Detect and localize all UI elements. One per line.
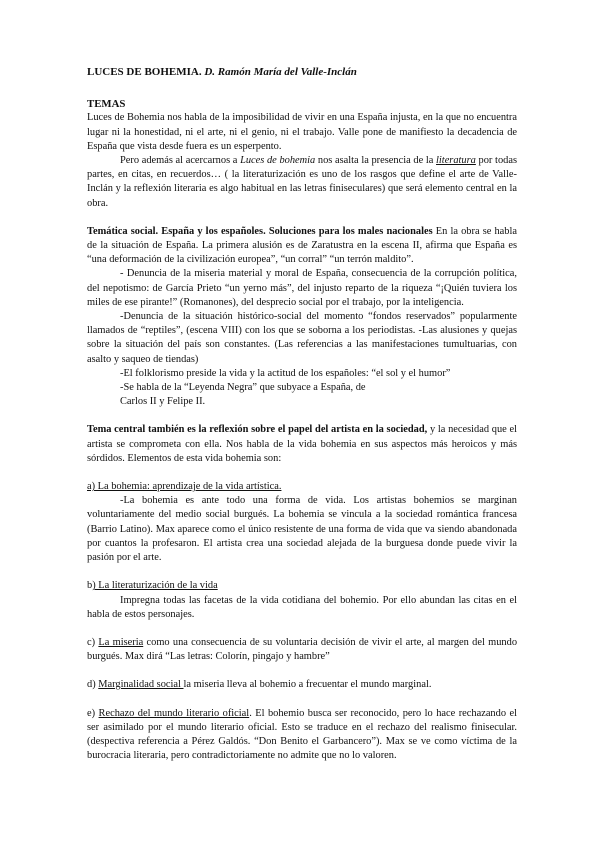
item-c-label: La miseria [98,636,144,648]
temas-paragraph-1: Luces de Bohemia nos habla de la imposibilidad de vivir en una España injusta, en la que no encuentra lugar ni la honestidad, ni el arte, ni el genio, ni el trabajo. Valle pone de manifiesto la decadencia de España que vista desde fuera es un esperpento. [87,112,517,152]
temas-paragraph-2: Pero además al acercarnos a Luces de bohemia nos asalta la presencia de la literatura por todas partes, en citas, en recuerdos… ( la literaturización es uno de los rasgos que define el arte de Valle-Inclán y la reflexión literaria es algo habitual en las letras finiseculares) que será elemento central en la obra. [87,155,517,209]
social-bullet-2: -Denuncia de la situación histórico-social del momento “fondos reservados” popularmente llamados de “reptiles”, (escena VIII) con los que se soborna a los periodistas. -Las alusiones y quejas sobre la situación del país son constantes. (Las referencias a las manifestaciones tumultuarias, con asalto y saqueo de tiendas) [87,311,517,365]
item-a-label: a) La bohemia: aprendizaje de la vida artística. [87,481,282,493]
temas-heading: TEMAS [87,98,126,111]
spacer [87,466,517,480]
item-b-label: b) La literaturización de la vida [87,580,218,592]
document-title [87,65,517,79]
spacer [87,409,517,423]
spacer [87,622,517,636]
item-e: e) Rechazo del mundo literario oficial. El bohemio busca ser reconocido, pero lo hace rechazando el ser asimilado por el mundo literario oficial. Esto se traduce en el rechazo del realismo finisecular. (despectiva referencia a Pérez Galdós. “Don Benito el Garbancero”). Max se ve como víctima de la burocracia literaria, pero contradictoriamente no admite que no lo valoren. [87,707,517,762]
item-c: c) La miseria como una consecuencia de su voluntaria decisión de vivir el arte, al margen del mundo burgués. Max dirá “Las letras: Colorín, pingajo y hambre” [87,636,518,663]
spacer [87,565,517,579]
spacer [87,664,517,678]
item-b-text: Impregna todas las facetas de la vida cotidiana del bohemio. Por ello abundan las citas en el habla de estos personajes. [87,594,517,620]
item-a-text: -La bohemia es ante todo una forma de vida. Los artistas bohemios se marginan voluntariamente del medio social burgués. La bohemia se vincula a la sociedad romántica francesa (Barrio Latino). Max aparece como el único resistente de una forma de vida que va siendo abandonada por cuantos la profesaron. El artista crea una sociedad alejada de la burguesa donde puede vivir la pasión por el arte. [87,495,517,564]
title-author: D. Ramón María del Valle-Inclán [201,66,357,78]
social-bullet-4: -Se habla de la “Leyenda Negra” que subyace a España, de Carlos II y Felipe II. [120,382,366,408]
social-heading: Temática social. España y los españoles. Soluciones para los males nacionales [87,225,433,237]
spacer [87,211,517,225]
social-bullet-3: -El folklorismo preside la vida y la actitud de los españoles: “el sol y el humor” [120,367,451,379]
document-body [87,65,517,763]
central-heading: Tema central también es la reflexión sobre el papel del artista en la sociedad, [87,424,428,436]
spacer [87,693,517,707]
item-d-label: Marginalidad social [98,679,184,691]
central-paragraph: Tema central también es la reflexión sobre el papel del artista en la sociedad, y la necesidad que el artista se comprometa con ella. Nos habla de la vida bohemia en sus aspectos más heroicos y más sórdidos. Elementos de esta vida bohemia son: [87,424,517,464]
title-main: LUCES DE BOHEMIA. [87,66,202,78]
social-paragraph: Temática social. España y los españoles. Soluciones para los males nacionales En la obra se habla de la situación de España. La primera alusión es de Zaratustra en la escena II, afirma que España es “una deformación de la civilización europea”, “un corral” “un terrón maldito”. [87,225,517,266]
item-d: d) Marginalidad social la miseria lleva al bohemio a frecuentar el mundo marginal. [87,679,432,691]
item-e-label: Rechazo del mundo literario oficial [98,707,250,719]
social-bullet-1: - Denuncia de la miseria material y moral de España, consecuencia de la corrupción política, del nepotismo: de García Prieto “un yerno más”, del injusto reparto de la riqueza “¡Quién tuviera los miles de ese pirante!” (Romanones), del desprecio social por el trabajo, por la inteligencia. [87,268,517,308]
